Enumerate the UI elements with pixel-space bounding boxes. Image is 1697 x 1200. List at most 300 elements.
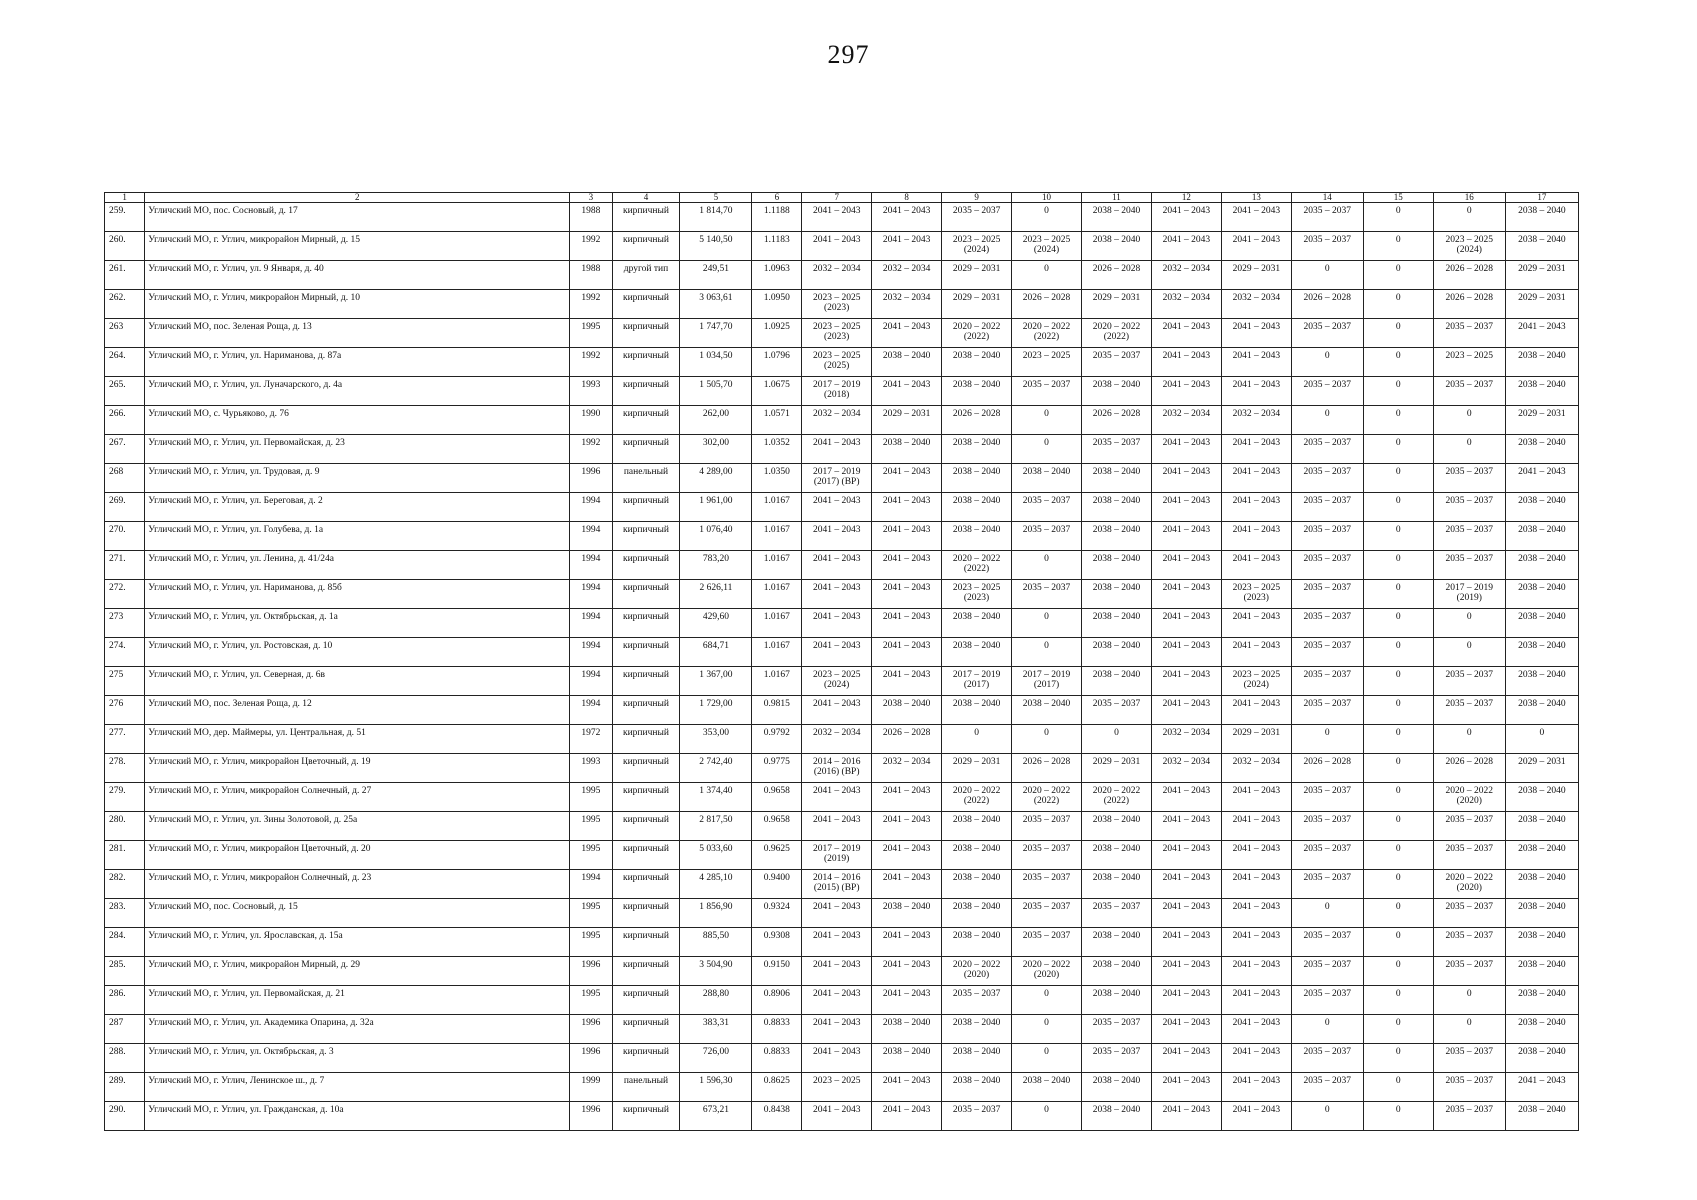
table-cell: 2023 – 2025 (2023) — [1221, 580, 1291, 609]
table-cell: 1988 — [570, 261, 612, 290]
table-cell: 0 — [1363, 203, 1433, 232]
table-cell: 2041 – 2043 — [872, 464, 942, 493]
table-cell: 0 — [1363, 580, 1433, 609]
table-row — [105, 551, 1579, 580]
table-cell: 0 — [1363, 1044, 1433, 1073]
table-cell: 5 033,60 — [680, 841, 752, 870]
table-cell: 0 — [1012, 638, 1082, 667]
table-cell: 2035 – 2037 — [1433, 667, 1505, 696]
table-cell: 0 — [1291, 406, 1363, 435]
table-cell: кирпичный — [612, 203, 680, 232]
table-cell: 2038 – 2040 — [1081, 667, 1151, 696]
table-cell: 2032 – 2034 — [1151, 261, 1221, 290]
table-cell: кирпичный — [612, 725, 680, 754]
table-cell: кирпичный — [612, 841, 680, 870]
table-row — [105, 1073, 1579, 1102]
address-cell: Угличский МО, г. Углич, ул. Первомайская, д. 23 — [145, 435, 570, 464]
table-cell: кирпичный — [612, 899, 680, 928]
table-cell: 2035 – 2037 — [1012, 377, 1082, 406]
table-cell: 2038 – 2040 — [1081, 1102, 1151, 1131]
table-cell: 2041 – 2043 — [1221, 377, 1291, 406]
table-cell: 2017 – 2019 (2019) — [1433, 580, 1505, 609]
table-cell: 1.0571 — [752, 406, 802, 435]
table-row — [105, 812, 1579, 841]
address-cell: Угличский МО, г. Углич, ул. Октябрьская, д. 3 — [145, 1044, 570, 1073]
table-cell: 2023 – 2025 (2025) — [802, 348, 872, 377]
table-cell: 2020 – 2022 (2020) — [942, 957, 1012, 986]
row-number: 287 — [105, 1015, 145, 1044]
row-number: 284. — [105, 928, 145, 957]
table-cell: кирпичный — [612, 290, 680, 319]
table-cell: 2041 – 2043 — [872, 609, 942, 638]
table-cell: 2035 – 2037 — [1012, 580, 1082, 609]
table-cell: 2032 – 2034 — [1151, 406, 1221, 435]
table-cell: 2038 – 2040 — [1505, 1102, 1578, 1131]
table-cell: 2041 – 2043 — [1221, 870, 1291, 899]
table-cell: 2035 – 2037 — [1291, 667, 1363, 696]
table-cell: кирпичный — [612, 812, 680, 841]
table-cell: 2035 – 2037 — [1291, 464, 1363, 493]
table-cell: 2041 – 2043 — [802, 812, 872, 841]
table-cell: 2 626,11 — [680, 580, 752, 609]
table-cell: 2035 – 2037 — [1291, 377, 1363, 406]
table-cell: 0 — [1363, 928, 1433, 957]
table-row — [105, 638, 1579, 667]
table-cell: 2032 – 2034 — [872, 754, 942, 783]
table-cell: 0.8833 — [752, 1044, 802, 1073]
address-cell: Угличский МО, г. Углич, микрорайон Мирный, д. 15 — [145, 232, 570, 261]
table-cell: 2038 – 2040 — [1505, 551, 1578, 580]
table-cell: 0.8906 — [752, 986, 802, 1015]
table-cell: 1996 — [570, 957, 612, 986]
table-cell: 2038 – 2040 — [942, 522, 1012, 551]
address-cell: Угличский МО, пос. Зеленая Роща, д. 13 — [145, 319, 570, 348]
table-cell: 2026 – 2028 — [1433, 261, 1505, 290]
table-cell: 2041 – 2043 — [1151, 551, 1221, 580]
column-header: 14 — [1291, 193, 1363, 203]
table-cell: 0 — [1363, 1073, 1433, 1102]
table-cell: 2023 – 2025 (2024) — [942, 232, 1012, 261]
table-cell: 2035 – 2037 — [1433, 1073, 1505, 1102]
table-cell: 2038 – 2040 — [1505, 348, 1578, 377]
table-cell: 1994 — [570, 522, 612, 551]
table-cell: 2023 – 2025 (2023) — [802, 319, 872, 348]
table-cell: 2035 – 2037 — [1291, 435, 1363, 464]
table-row — [105, 783, 1579, 812]
table-row — [105, 580, 1579, 609]
table-cell: 2041 – 2043 — [1151, 377, 1221, 406]
table-cell: 2038 – 2040 — [1505, 841, 1578, 870]
table-cell: 0.9308 — [752, 928, 802, 957]
table-cell: 1994 — [570, 638, 612, 667]
table-cell: 2035 – 2037 — [1012, 870, 1082, 899]
table-cell: 2038 – 2040 — [942, 1073, 1012, 1102]
table-cell: 2035 – 2037 — [1433, 377, 1505, 406]
table-cell: 2038 – 2040 — [1081, 928, 1151, 957]
column-header: 12 — [1151, 193, 1221, 203]
table-cell: 2035 – 2037 — [1012, 928, 1082, 957]
table-cell: 2041 – 2043 — [872, 319, 942, 348]
table-cell: 1994 — [570, 493, 612, 522]
table-cell: 383,31 — [680, 1015, 752, 1044]
table-cell: 2038 – 2040 — [1505, 377, 1578, 406]
table-cell: 2038 – 2040 — [942, 609, 1012, 638]
table-cell: 353,00 — [680, 725, 752, 754]
table-cell: 0 — [1012, 261, 1082, 290]
table-cell: 0 — [1363, 435, 1433, 464]
table-cell: 1 856,90 — [680, 899, 752, 928]
address-cell: Угличский МО, пос. Сосновый, д. 15 — [145, 899, 570, 928]
table-cell: 1 367,00 — [680, 667, 752, 696]
table-cell: 2029 – 2031 — [942, 261, 1012, 290]
table-cell: 0 — [1363, 754, 1433, 783]
table-cell: 1996 — [570, 1044, 612, 1073]
table-cell: 2035 – 2037 — [1012, 522, 1082, 551]
table-cell: 1.0167 — [752, 609, 802, 638]
column-header: 10 — [1012, 193, 1082, 203]
table-cell: 2041 – 2043 — [1151, 203, 1221, 232]
table-cell: 2041 – 2043 — [1221, 1044, 1291, 1073]
table-cell: 1999 — [570, 1073, 612, 1102]
table-cell: 2041 – 2043 — [872, 232, 942, 261]
table-cell: 0 — [1363, 1015, 1433, 1044]
table-cell: 2017 – 2019 (2017) — [1012, 667, 1082, 696]
table-cell: 2 817,50 — [680, 812, 752, 841]
table-cell: 0.9658 — [752, 812, 802, 841]
table-cell: кирпичный — [612, 1102, 680, 1131]
table-cell: 783,20 — [680, 551, 752, 580]
table-row — [105, 493, 1579, 522]
table-cell: 2041 – 2043 — [1221, 1015, 1291, 1044]
row-number: 268 — [105, 464, 145, 493]
table-cell: 2041 – 2043 — [872, 841, 942, 870]
table-cell: 2041 – 2043 — [1151, 841, 1221, 870]
table-row — [105, 841, 1579, 870]
table-cell: 2041 – 2043 — [1221, 986, 1291, 1015]
housing-table — [104, 192, 1579, 1131]
table-cell: 0 — [1363, 348, 1433, 377]
table-cell: 2041 – 2043 — [1151, 1102, 1221, 1131]
table-cell: 2023 – 2025 (2023) — [802, 290, 872, 319]
table-cell: 1993 — [570, 377, 612, 406]
table-cell: 2041 – 2043 — [1151, 957, 1221, 986]
table-cell: 0 — [1433, 986, 1505, 1015]
table-cell: 1.0167 — [752, 551, 802, 580]
column-header: 2 — [145, 193, 570, 203]
table-cell: 1995 — [570, 841, 612, 870]
table-cell: 2041 – 2043 — [872, 551, 942, 580]
table-cell: 2041 – 2043 — [1151, 638, 1221, 667]
column-header: 11 — [1081, 193, 1151, 203]
table-cell: 0 — [1012, 406, 1082, 435]
table-cell: 0.9815 — [752, 696, 802, 725]
row-number: 271. — [105, 551, 145, 580]
table-cell: кирпичный — [612, 667, 680, 696]
table-cell: 2038 – 2040 — [1081, 203, 1151, 232]
table-cell: 2017 – 2019 (2019) — [802, 841, 872, 870]
table-cell: 2 742,40 — [680, 754, 752, 783]
row-number: 267. — [105, 435, 145, 464]
table-cell: 2038 – 2040 — [872, 1044, 942, 1073]
table-cell: 1972 — [570, 725, 612, 754]
table-cell: 2035 – 2037 — [1291, 638, 1363, 667]
table-cell: 2026 – 2028 — [1012, 290, 1082, 319]
table-cell: 2032 – 2034 — [1151, 754, 1221, 783]
table-cell: 2041 – 2043 — [872, 638, 942, 667]
table-cell: 2035 – 2037 — [1291, 1044, 1363, 1073]
table-cell: 2041 – 2043 — [1221, 348, 1291, 377]
table-cell: 2041 – 2043 — [802, 986, 872, 1015]
table-row — [105, 522, 1579, 551]
table-cell: 2041 – 2043 — [1221, 493, 1291, 522]
table-cell: 2041 – 2043 — [1221, 522, 1291, 551]
table-cell: 2032 – 2034 — [872, 290, 942, 319]
table-cell: 2041 – 2043 — [1221, 783, 1291, 812]
table-cell: 2017 – 2019 (2017) (ВР) — [802, 464, 872, 493]
table-cell: 2035 – 2037 — [1291, 870, 1363, 899]
table-cell: 2041 – 2043 — [1221, 928, 1291, 957]
table-cell: 2035 – 2037 — [942, 1102, 1012, 1131]
table-cell: 2041 – 2043 — [1221, 899, 1291, 928]
table-cell: 2038 – 2040 — [942, 435, 1012, 464]
table-cell: 1994 — [570, 696, 612, 725]
table-cell: 0 — [1291, 899, 1363, 928]
table-cell: 2041 – 2043 — [872, 986, 942, 1015]
table-cell: 2038 – 2040 — [1505, 638, 1578, 667]
table-cell: 0 — [1433, 406, 1505, 435]
row-number: 274. — [105, 638, 145, 667]
table-row — [105, 1102, 1579, 1131]
table-cell: 2035 – 2037 — [1291, 957, 1363, 986]
table-cell: 2035 – 2037 — [1291, 203, 1363, 232]
table-cell: 2041 – 2043 — [1505, 1073, 1578, 1102]
table-cell: 2041 – 2043 — [872, 522, 942, 551]
table-cell: 0 — [1363, 783, 1433, 812]
address-cell: Угличский МО, дер. Маймеры, ул. Центральная, д. 51 — [145, 725, 570, 754]
table-cell: 2038 – 2040 — [1081, 1073, 1151, 1102]
table-cell: 1 814,70 — [680, 203, 752, 232]
table-cell: 1995 — [570, 899, 612, 928]
table-cell: 2038 – 2040 — [1505, 667, 1578, 696]
table-cell: 0 — [1363, 406, 1433, 435]
table-cell: 2041 – 2043 — [1151, 812, 1221, 841]
table-cell: 0 — [1012, 203, 1082, 232]
table-cell: 2041 – 2043 — [802, 609, 872, 638]
table-cell: 2041 – 2043 — [872, 812, 942, 841]
table-cell: 1 729,00 — [680, 696, 752, 725]
row-number: 262. — [105, 290, 145, 319]
table-row — [105, 348, 1579, 377]
table-cell: 1994 — [570, 551, 612, 580]
table-cell: 2023 – 2025 (2023) — [942, 580, 1012, 609]
table-cell: 2035 – 2037 — [1291, 551, 1363, 580]
table-cell: 2035 – 2037 — [1291, 522, 1363, 551]
table-cell: 2038 – 2040 — [1012, 696, 1082, 725]
table-cell: 2041 – 2043 — [802, 1102, 872, 1131]
table-cell: 1996 — [570, 1102, 612, 1131]
table-row — [105, 290, 1579, 319]
table-cell: 2026 – 2028 — [1433, 754, 1505, 783]
table-cell: 0.9775 — [752, 754, 802, 783]
table-cell: 2038 – 2040 — [1505, 1015, 1578, 1044]
table-cell: 2035 – 2037 — [1291, 493, 1363, 522]
row-number: 289. — [105, 1073, 145, 1102]
table-cell: 2035 – 2037 — [1433, 1044, 1505, 1073]
table-cell: 2032 – 2034 — [1221, 754, 1291, 783]
table-cell: 2041 – 2043 — [802, 928, 872, 957]
table-cell: 2020 – 2022 (2022) — [1081, 319, 1151, 348]
table-cell: 2041 – 2043 — [1151, 609, 1221, 638]
table-cell: 262,00 — [680, 406, 752, 435]
table-cell: 1992 — [570, 348, 612, 377]
table-cell: 2038 – 2040 — [1505, 783, 1578, 812]
table-cell: 0 — [1433, 609, 1505, 638]
table-cell: 0 — [1363, 464, 1433, 493]
table-cell: 2038 – 2040 — [942, 696, 1012, 725]
table-cell: 2035 – 2037 — [1433, 522, 1505, 551]
table-cell: 0.9150 — [752, 957, 802, 986]
table-cell: 2029 – 2031 — [942, 754, 1012, 783]
table-cell: 2038 – 2040 — [1505, 928, 1578, 957]
table-cell: 2038 – 2040 — [1505, 232, 1578, 261]
table-cell: 0.9792 — [752, 725, 802, 754]
table-cell: 0 — [1363, 725, 1433, 754]
table-cell: 2041 – 2043 — [1221, 812, 1291, 841]
table-cell: кирпичный — [612, 986, 680, 1015]
table-cell: 2020 – 2022 (2022) — [1081, 783, 1151, 812]
table-cell: 0 — [1363, 899, 1433, 928]
table-cell: 0 — [1505, 725, 1578, 754]
table-cell: 2041 – 2043 — [1221, 203, 1291, 232]
table-row — [105, 899, 1579, 928]
table-cell: 0 — [1291, 1102, 1363, 1131]
table-cell: 1 374,40 — [680, 783, 752, 812]
table-cell: 2026 – 2028 — [872, 725, 942, 754]
table-cell: 2041 – 2043 — [872, 1073, 942, 1102]
table-cell: 1 034,50 — [680, 348, 752, 377]
table-cell: 2032 – 2034 — [1221, 290, 1291, 319]
table-cell: 2032 – 2034 — [1221, 406, 1291, 435]
table-cell: 1.0167 — [752, 522, 802, 551]
table-cell: 2038 – 2040 — [872, 435, 942, 464]
table-cell: 2038 – 2040 — [1505, 957, 1578, 986]
header-row — [105, 193, 1579, 203]
table-cell: 2032 – 2034 — [872, 261, 942, 290]
table-cell: 2038 – 2040 — [1081, 986, 1151, 1015]
table-cell: 2029 – 2031 — [1505, 261, 1578, 290]
table-cell: 2038 – 2040 — [942, 928, 1012, 957]
table-row — [105, 957, 1579, 986]
column-header: 7 — [802, 193, 872, 203]
table-cell: 2041 – 2043 — [872, 580, 942, 609]
table-cell: 684,71 — [680, 638, 752, 667]
table-cell: 2035 – 2037 — [1081, 348, 1151, 377]
table-cell: кирпичный — [612, 638, 680, 667]
table-cell: 2035 – 2037 — [1433, 899, 1505, 928]
address-cell: Угличский МО, г. Углич, микрорайон Солнечный, д. 27 — [145, 783, 570, 812]
table-cell: 2041 – 2043 — [802, 551, 872, 580]
table-cell: 2032 – 2034 — [802, 725, 872, 754]
table-cell: 2035 – 2037 — [1433, 957, 1505, 986]
table-cell: 2035 – 2037 — [1433, 1102, 1505, 1131]
row-number: 286. — [105, 986, 145, 1015]
table-cell: кирпичный — [612, 754, 680, 783]
table-cell: 2038 – 2040 — [1081, 522, 1151, 551]
row-number: 263 — [105, 319, 145, 348]
table-row — [105, 725, 1579, 754]
table-cell: 2041 – 2043 — [1151, 232, 1221, 261]
table-cell: 2023 – 2025 (2024) — [802, 667, 872, 696]
address-cell: Угличский МО, пос. Зеленая Роща, д. 12 — [145, 696, 570, 725]
table-cell: 2035 – 2037 — [1291, 696, 1363, 725]
table-cell: 2035 – 2037 — [1433, 493, 1505, 522]
table-cell: 2029 – 2031 — [872, 406, 942, 435]
table-cell: 2038 – 2040 — [942, 638, 1012, 667]
row-number: 266. — [105, 406, 145, 435]
table-cell: 2035 – 2037 — [1291, 928, 1363, 957]
address-cell: Угличский МО, г. Углич, ул. Трудовая, д. 9 — [145, 464, 570, 493]
table-cell: 2041 – 2043 — [1151, 580, 1221, 609]
table-cell: 0 — [1363, 841, 1433, 870]
table-cell: кирпичный — [612, 551, 680, 580]
table-cell: 2038 – 2040 — [942, 812, 1012, 841]
address-cell: Угличский МО, г. Углич, микрорайон Цветочный, д. 20 — [145, 841, 570, 870]
table-cell: 2041 – 2043 — [1221, 464, 1291, 493]
table-cell: 2014 – 2016 (2016) (ВР) — [802, 754, 872, 783]
table-cell: 2038 – 2040 — [1505, 522, 1578, 551]
table-cell: 0 — [1012, 725, 1082, 754]
row-number: 281. — [105, 841, 145, 870]
address-cell: Угличский МО, г. Углич, Ленинское ш., д. 7 — [145, 1073, 570, 1102]
table-cell: 885,50 — [680, 928, 752, 957]
table-cell: 0 — [1363, 638, 1433, 667]
address-cell: Угличский МО, г. Углич, ул. 9 Января, д. 40 — [145, 261, 570, 290]
table-cell: 0 — [1433, 1015, 1505, 1044]
table-cell: 2041 – 2043 — [1151, 435, 1221, 464]
table-cell: 0 — [1012, 1044, 1082, 1073]
table-cell: 2038 – 2040 — [1081, 638, 1151, 667]
table-cell: 2038 – 2040 — [1505, 609, 1578, 638]
table-row — [105, 1015, 1579, 1044]
table-row — [105, 928, 1579, 957]
table-cell: 1 505,70 — [680, 377, 752, 406]
table-cell: 1 596,30 — [680, 1073, 752, 1102]
table-cell: 2038 – 2040 — [1505, 435, 1578, 464]
table-cell: 1.0925 — [752, 319, 802, 348]
row-number: 265. — [105, 377, 145, 406]
table-cell: 0 — [1363, 290, 1433, 319]
table-cell: 5 140,50 — [680, 232, 752, 261]
table-cell: 2023 – 2025 — [1433, 348, 1505, 377]
table-cell: 2038 – 2040 — [1505, 870, 1578, 899]
table-cell: 2038 – 2040 — [942, 899, 1012, 928]
table-cell: 2035 – 2037 — [1433, 551, 1505, 580]
table-cell: 1 747,70 — [680, 319, 752, 348]
table-cell: 2029 – 2031 — [942, 290, 1012, 319]
address-cell: Угличский МО, г. Углич, ул. Академика Опарина, д. 32а — [145, 1015, 570, 1044]
table-cell: 2035 – 2037 — [1081, 435, 1151, 464]
table-cell: 1995 — [570, 928, 612, 957]
table-cell: 2035 – 2037 — [1433, 696, 1505, 725]
table-cell: 3 504,90 — [680, 957, 752, 986]
table-row — [105, 667, 1579, 696]
column-header: 13 — [1221, 193, 1291, 203]
table-cell: 1995 — [570, 783, 612, 812]
table-cell: 2020 – 2022 (2020) — [1012, 957, 1082, 986]
table-cell: 4 289,00 — [680, 464, 752, 493]
table-cell: 0.9324 — [752, 899, 802, 928]
row-number: 261. — [105, 261, 145, 290]
